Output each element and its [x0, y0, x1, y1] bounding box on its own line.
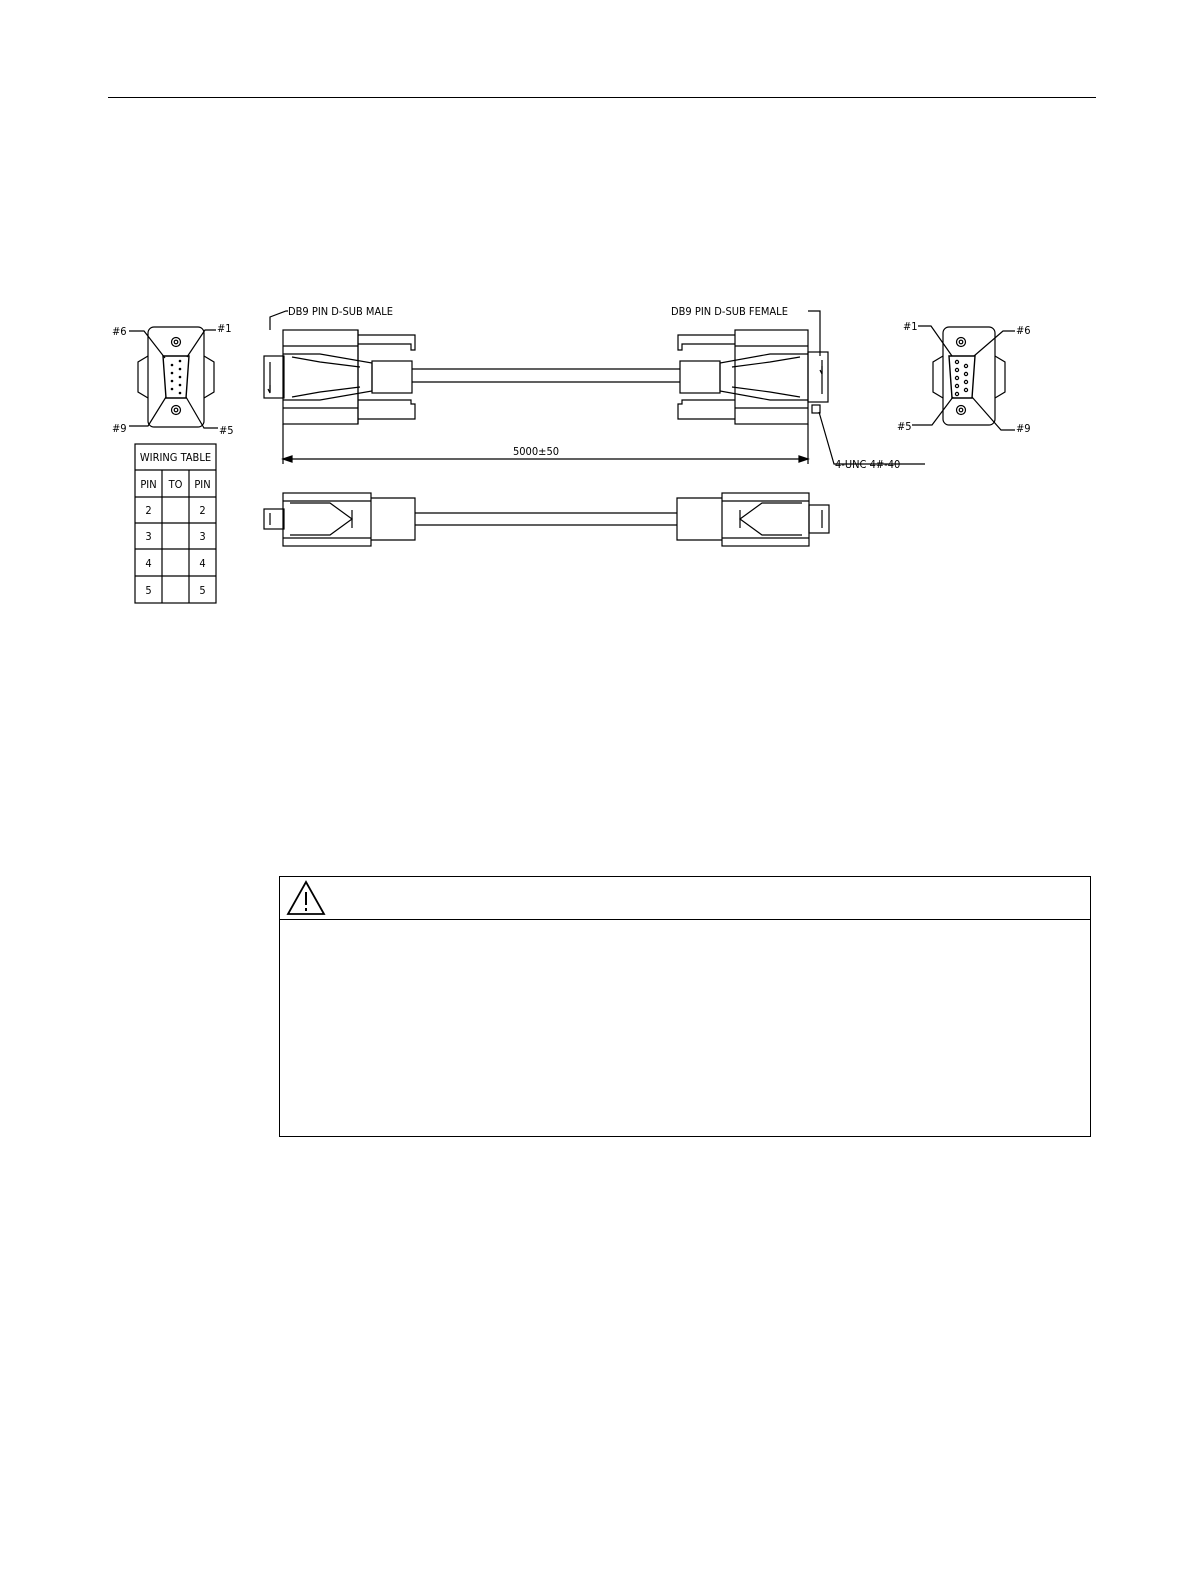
warning-header — [280, 877, 1090, 920]
male-end-view — [112, 322, 234, 437]
female-pin-9-label: #9 — [1016, 422, 1031, 435]
wiring-table-cell: 3 — [199, 530, 206, 543]
wiring-table-cell: 3 — [145, 530, 152, 543]
male-pin-1-label: #1 — [217, 322, 232, 335]
male-pin-6-label: #6 — [112, 325, 127, 338]
wiring-table-header: PIN — [140, 478, 157, 491]
female-pin-5-label: #5 — [897, 420, 912, 433]
cable-drawing — [0, 290, 1191, 620]
warning-box — [279, 876, 1091, 1137]
female-connector-label: DB9 PIN D-SUB FEMALE — [671, 305, 788, 318]
male-pin-9-label: #9 — [112, 422, 127, 435]
female-connector-top — [671, 305, 925, 471]
screw-note: 4-UNC 4#-40 — [835, 458, 901, 471]
male-connector-label: DB9 PIN D-SUB MALE — [288, 305, 393, 318]
male-connector-top — [264, 305, 680, 424]
wiring-table-cell: 2 — [145, 504, 152, 517]
female-pin-6-label: #6 — [1016, 324, 1031, 337]
female-end-view — [897, 320, 1031, 435]
wiring-table-cell: 4 — [199, 557, 206, 570]
wiring-table-title: WIRING TABLE — [139, 451, 212, 464]
length-dimension-label: 5000±50 — [512, 445, 560, 458]
wiring-table-header: PIN — [194, 478, 211, 491]
wiring-table-cell: 5 — [199, 584, 206, 597]
wiring-table-cell: 5 — [145, 584, 152, 597]
wiring-table-cell: 2 — [199, 504, 206, 517]
length-dimension — [283, 424, 808, 464]
male-pin-5-label: #5 — [219, 424, 234, 437]
wiring-table — [135, 444, 216, 603]
header-rule — [108, 97, 1096, 98]
wiring-table-header: TO — [168, 478, 183, 491]
female-pin-1-label: #1 — [903, 320, 918, 333]
cable-side-view — [264, 493, 829, 546]
warning-triangle-icon — [286, 880, 326, 916]
wiring-table-cell: 4 — [145, 557, 152, 570]
